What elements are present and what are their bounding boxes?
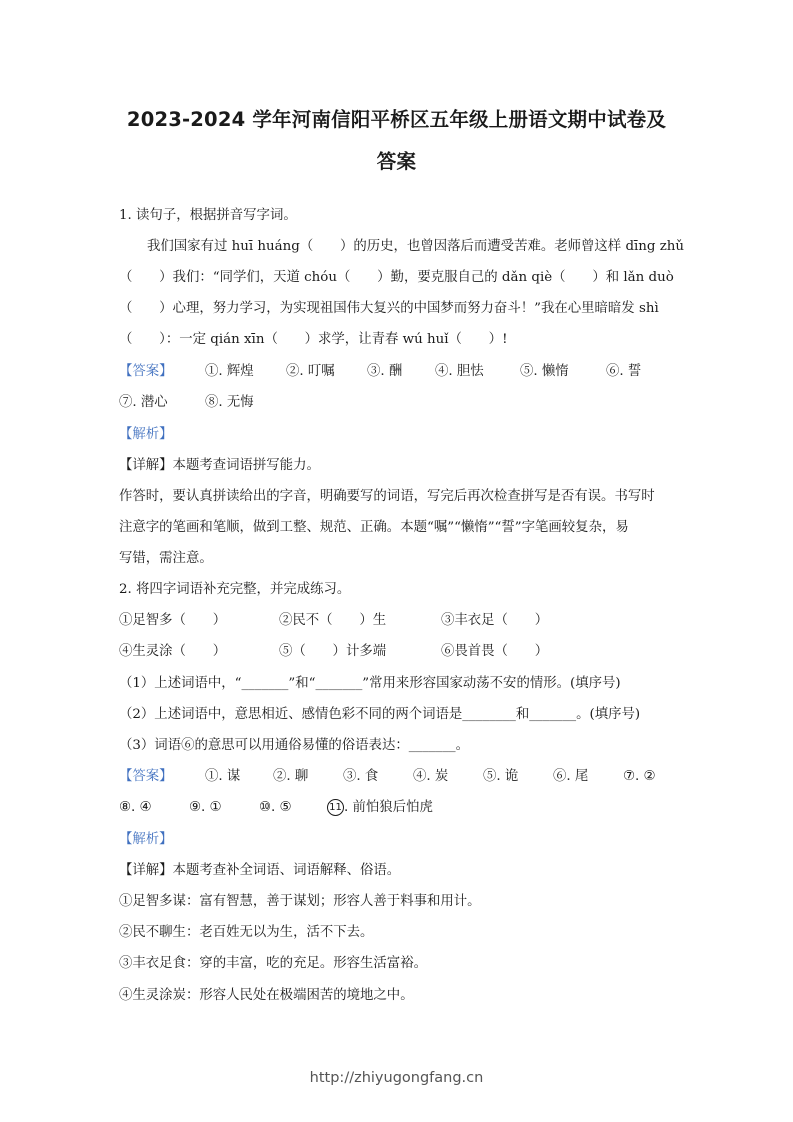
q1-answer-row-2: [119, 394, 679, 412]
answer-item: ④. 炭: [413, 769, 449, 784]
q1-answer-row: [119, 363, 679, 381]
q2-explanation-line: ②民不聊生：老百姓无以为生，活不下去。: [119, 925, 374, 940]
q2-subquestion: （2）上述词语中，意思相近、感情色彩不同的两个词语是________和_______。(填序号): [119, 707, 641, 722]
idiom-item: ③丰衣足（ ）: [441, 613, 549, 628]
answer-item-11: [327, 799, 433, 817]
q1-explanation-line: 注意字的笔画和笔顺，做到工整、规范、正确。本题“嘱”“懒惰”“誓”字笔画较复杂，易: [119, 520, 629, 535]
answer-item: ④. 胆怯: [435, 364, 484, 379]
answer-item: ③. 酬: [367, 364, 403, 379]
answer-item: ⑤. 懒惰: [520, 364, 569, 379]
q2-explanation-line: ④生灵涂炭：形容人民处在极端困苦的境地之中。: [119, 988, 414, 1003]
answer-label: 【答案】: [119, 364, 173, 379]
answer-item: ⑧. ④: [119, 800, 152, 815]
circled-number-11: 11: [327, 799, 344, 816]
answer-item: ⑤. 诡: [483, 769, 519, 784]
q2-explanation-line: ①足智多谋：富有智慧，善于谋划；形容人善于料事和用计。: [119, 894, 481, 909]
idiom-item: ①足智多（ ）: [119, 613, 227, 628]
answer-item: ①. 谋: [205, 769, 241, 784]
q2-answer-row-2: [119, 799, 679, 817]
page-title-line-2: 答案: [376, 150, 417, 173]
q1-passage-line: （ ）：一定 qián xīn（ ）求学，让青春 wú huǐ（ ）!: [119, 332, 508, 347]
q1-detail: 【详解】本题考查词语拼写能力。: [119, 458, 320, 473]
q1-explanation-line: 作答时，要认真拼读给出的字音，明确要写的词语，写完后再次检查拼写是否有误。书写时: [119, 489, 655, 504]
q2-idiom-row: [119, 643, 679, 661]
q2-explanation-line: ③丰衣足食：穿的丰富，吃的充足。形容生活富裕。: [119, 956, 427, 971]
q1-explanation-line: 写错，需注意。: [119, 551, 213, 566]
answer-item: ⑦. ②: [623, 769, 656, 784]
q1-analysis-label: 【解析】: [119, 427, 173, 442]
answer-item: ⑧. 无悔: [205, 395, 254, 410]
idiom-item: ⑤（ ）计多端: [279, 644, 387, 659]
answer-item: ①. 辉煌: [205, 364, 254, 379]
answer-item: ⑦. 潜心: [119, 395, 168, 410]
answer-item: ②. 聊: [273, 769, 309, 784]
q2-subquestion: （3）词语⑥的意思可以用通俗易懂的俗语表达：_______。: [119, 738, 469, 753]
page-title-line-1: 2023-2024 学年河南信阳平桥区五年级上册语文期中试卷及: [126, 108, 667, 131]
answer-item-11-text: . 前怕狼后怕虎: [344, 800, 433, 815]
answer-item: ⑩. ⑤: [259, 800, 292, 815]
idiom-item: ②民不（ ）生: [279, 613, 387, 628]
q1-passage-line: （ ）我们：“同学们，天道 chóu（ ）勤，要克服自己的 dǎn qiè（ ）和 lǎn duò: [119, 270, 674, 285]
answer-item: ③. 食: [343, 769, 379, 784]
q2-subquestion: （1）上述词语中，“_______”和“_______”常用来形容国家动荡不安的情形。(填序号): [119, 676, 621, 691]
answer-item: ⑨. ①: [189, 800, 222, 815]
q1-passage-line: （ ）心理，努力学习，为实现祖国伟大复兴的中国梦而努力奋斗！”我在心里暗暗发 shì: [119, 301, 659, 316]
q1-prompt: 1. 读句子，根据拼音写字词。: [119, 208, 297, 223]
q2-idiom-row: [119, 612, 679, 630]
answer-item: ⑥. 誓: [606, 364, 642, 379]
answer-item: ⑥. 尾: [553, 769, 589, 784]
idiom-item: ④生灵涂（ ）: [119, 644, 227, 659]
idiom-item: ⑥畏首畏（ ）: [441, 644, 549, 659]
footer-url[interactable]: http://zhiyugongfang.cn: [309, 1070, 484, 1086]
answer-item: ②. 叮嘱: [286, 364, 335, 379]
q2-analysis-label: 【解析】: [119, 832, 173, 847]
answer-label: 【答案】: [119, 769, 173, 784]
q2-answer-row: [119, 768, 679, 786]
q2-detail: 【详解】本题考查补全词语、词语解释、俗语。: [119, 863, 401, 878]
q1-passage-line: 我们国家有过 huī huáng（ ）的历史，也曾因落后而遭受苦难。老师曾这样 dīng zhǔ: [147, 239, 685, 254]
q2-prompt: 2. 将四字词语补充完整，并完成练习。: [119, 582, 351, 597]
